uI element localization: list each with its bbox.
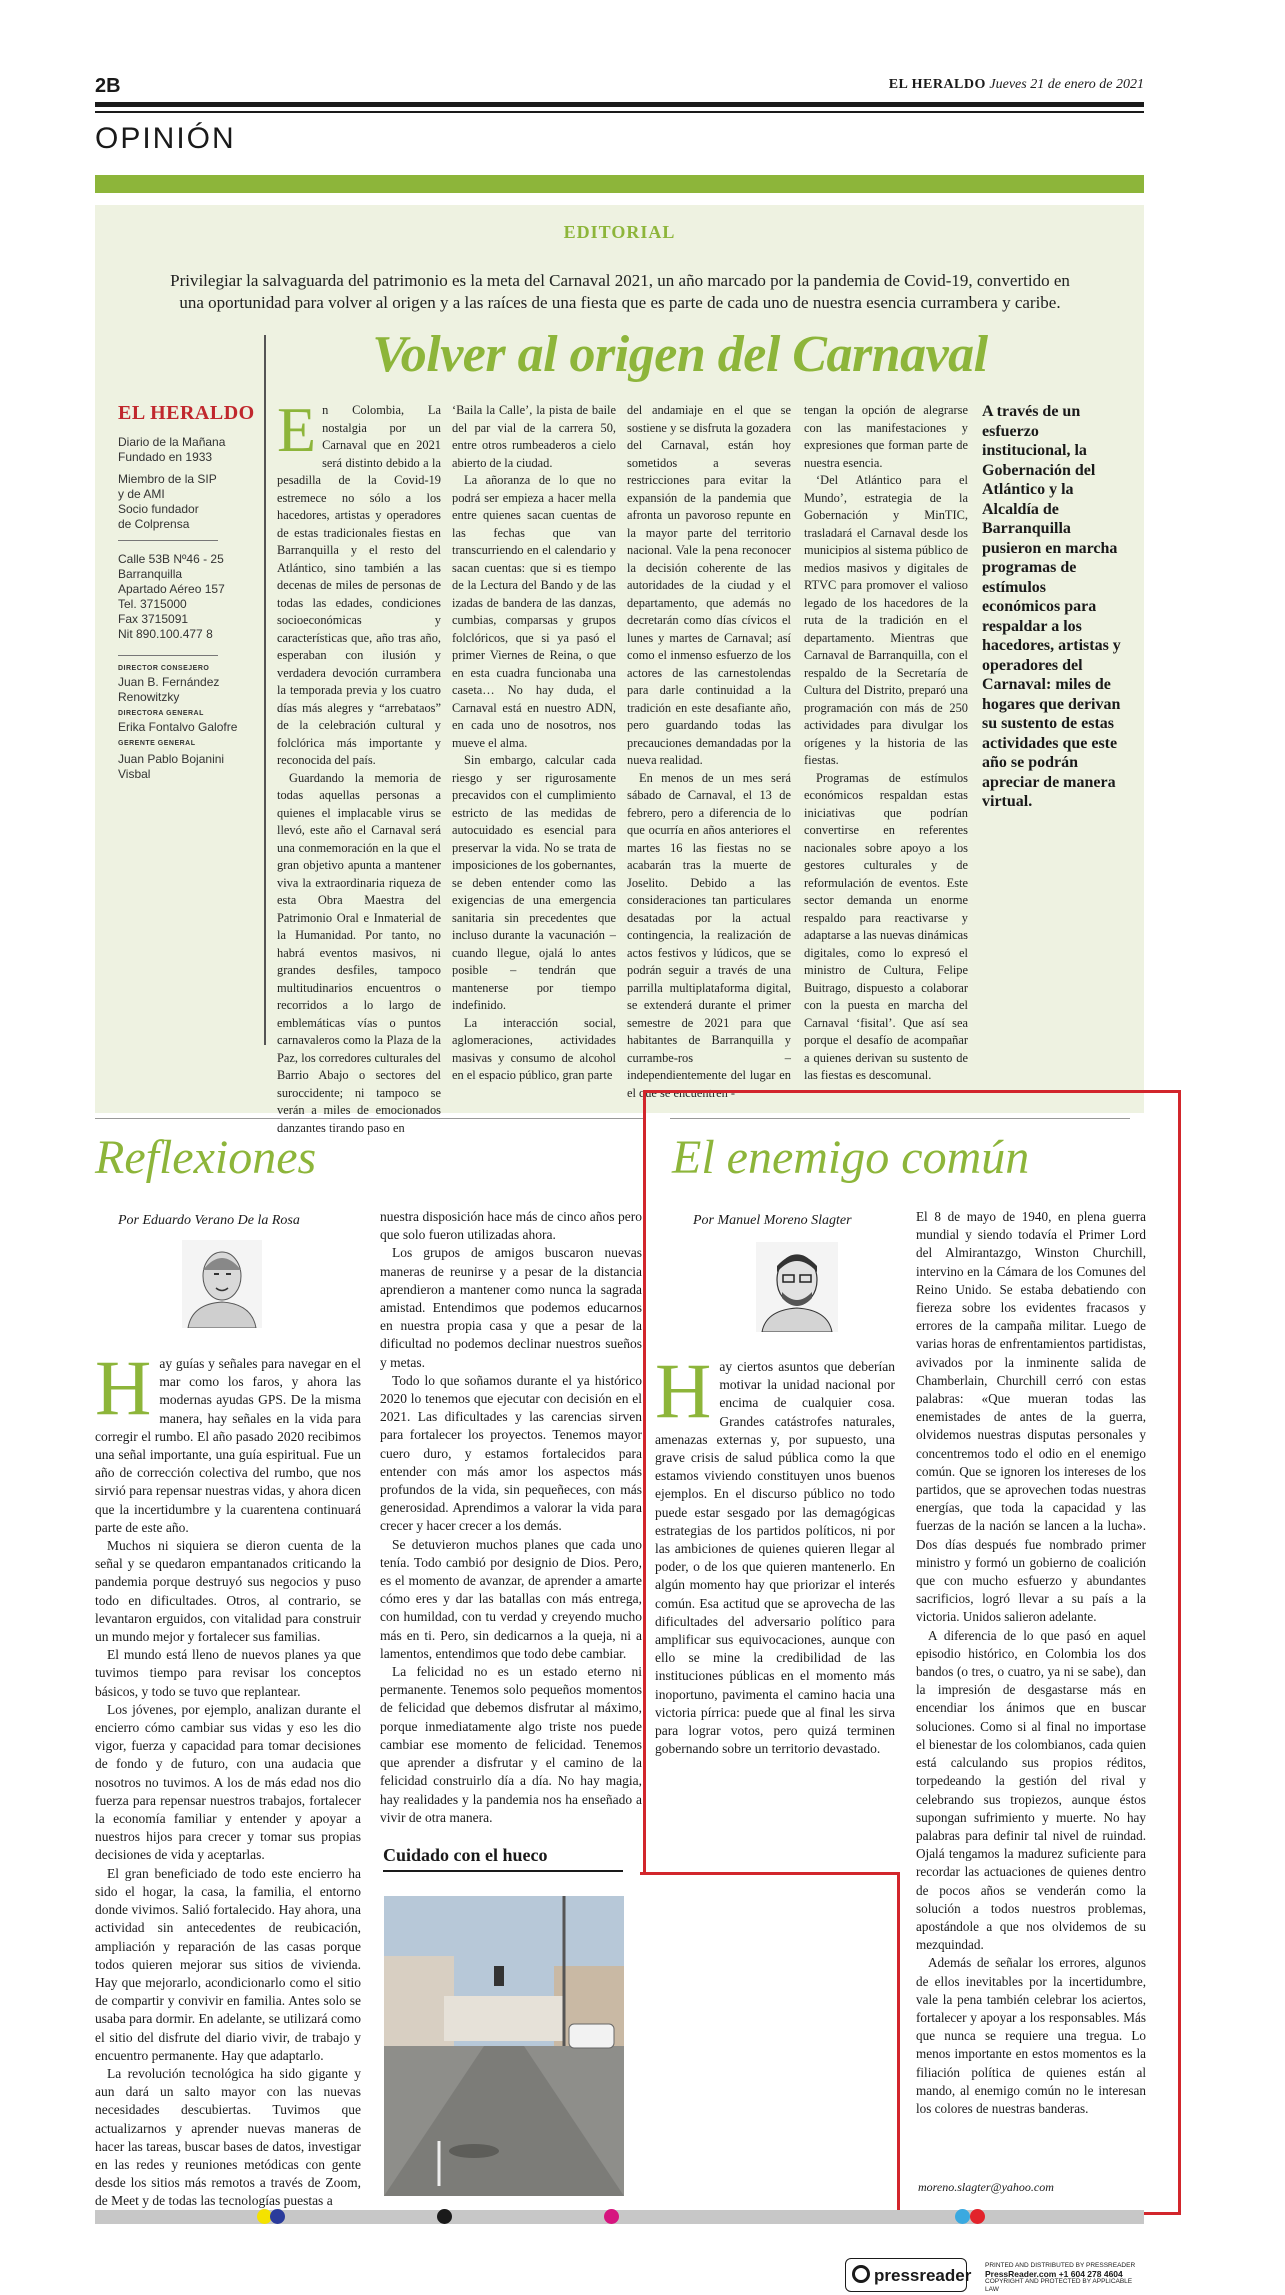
drop-cap: H — [95, 1344, 152, 1431]
staff-about: Diario de la Mañana Fundado en 1933 — [118, 435, 226, 464]
print-registration-bar — [95, 2210, 1144, 2224]
drop-cap: E — [277, 394, 317, 465]
staff-role-name: Erika Fontalvo Galofre — [118, 720, 238, 734]
drop-cap: H — [655, 1347, 712, 1434]
staff-divider — [118, 540, 218, 541]
section-accent-bar — [95, 175, 1144, 193]
staff-divider — [118, 655, 218, 656]
staff-role-title: DIRECTOR CONSEJERO — [118, 665, 210, 672]
column-title-reflexiones: Reflexiones — [95, 1131, 317, 1184]
reflexiones-column-1: Hay guías y señales para navegar en el mar como los faros, y ahora las modernas ayudas GPS. De la misma manera, hay señales en la vida para corregir el rumbo. El año pasado 2020 recibimos una señal importante, una guía espiritual. Fue un año de corrección colectiva del rumbo, que nos sirvió para repensar nuestras vidas, y ahora dicen que la incertidumbre y la cuarentena continuará parte de este año. Muchos ni siquiera se dieron cuenta de la señal y se quedaron empantanados criticando la pandemia porque destruyó sus negocios y puso todo en dificultades. Otros, al contrario, se levantaron erguidos, con vitalidad para construir un mundo mejor y fortalecer sus familias. El mundo está lleno de nuevos planes ya que tuvimos tiempo para revisar los conceptos básicos, y todo se tuvo que replantear. Los jóvenes, por ejemplo, analizan durante el encierro cómo cambiar sus vidas y eso les dio vigor, fuerza y capacidad para tomar decisiones de fondo y de futuro, con una audacia que nosotros no tuvimos. A los de más edad nos dio fuerza para repensar nuestros trabajos, fortalecer la economía familiar y entender y apoyar a nuestros hijos para crecer y tomar sus propias decisiones de vida y aceptarlas. El gran beneficiado de todo este encierro ha sido el hogar, la casa, la familia, el entorno donde vivimos. Salió fortalecido. Hay ahora, una actividad sin antecedentes de reubicación, ampliación y reparación de las casas porque todos quieren mejorar sus sitios de vivienda. Hay que mejorarlo, acondicionarlo como el sitio de compartir y convivir en familia. Antes solo se usaba para dormir. En adelante, se utilizará como el sitio del disfrute del diario vivir, de trabajo y encuentro permanente. Hay que adaptarlo. La revolución tecnológica ha sido gigante y aun dará un salto mayor con las nuevas necesidades descubiertas. Tuvimos que actualizarnos y aprender nuevas maneras de hacer las tareas, buscar bases de datos, investigar en las redes y reuniones metódicas con gente desde los sitios más remotos a través de Zoom, de Meet y de todas las tecnologías puestas a — [95, 1344, 361, 2209]
staff-role-name: Juan Pablo Bojanini Visbal — [118, 752, 225, 781]
author-byline: Por Eduardo Verano De la Rosa — [118, 1213, 300, 1228]
editorial-lead: Privilegiar la salvaguarda del patrimonio es la meta del Carnaval 2021, un año marcado por la pandemia de Covid-19, convertido en una oportunidad para volver al origen y a las raíces de una fiesta que es parte de cada uno de nuestra esencia currambera y caribe. — [170, 271, 1070, 312]
staff-role-title: GERENTE GENERAL — [118, 740, 196, 747]
staff-role-name: Juan B. Fernández Renowitzky — [118, 675, 220, 704]
header-rule-thick — [95, 102, 1144, 107]
editorial-column-1: En Colombia, La nostalgia por un Carnaval que en 2021 será distinto debido a la pesadilla de la Covid-19 estremece no sólo a los hacedores, artistas y operadores de estas tradicionales fiestas en Barranquilla y el resto del Atlántico, sino también a las decenas de miles de personas de todas las edades, condiciones socioeconómicas y características que, año tras año, esperaban con ilusión y verdadera devoción currambera la temporada previa y los cuatro días más alegres y “arrebataos” de la celebración cultural y folclórica más importante y reconocida del país. Guardando la memoria de todas aquellas personas a quienes el implacable virus se llevó, este año el Carnaval será una conmemoración en la que el gran objetivo apunta a mantener viva la extraordinaria riqueza de esta Obra Maestra del Patrimonio Oral e Inmaterial de la Humanidad. Por tanto, no habrá eventos masivos, ni grandes desfiles, tampoco multitudinarios encuentros o recorridos a lo largo de emblemáticas vías o puntos carnavaleros como la Plaza de la Paz, los corredores culturales del Barrio Abajo o sectores del suroccidente; ni tampoco se verán a miles de emocionados danzantes tirando paso en — [277, 394, 441, 1135]
frame-cutout-edge — [640, 1872, 900, 1875]
issue-date: Jueves 21 de enero de 2021 — [989, 77, 1144, 92]
article-top-rule — [670, 1118, 1130, 1119]
frame-cutout-edge — [897, 1872, 900, 2218]
page-number: 2B — [95, 75, 121, 97]
section-title: OPINIÓN — [95, 122, 236, 155]
frame-cutout — [624, 1872, 899, 2218]
enemigo-column-1: Hay ciertos asuntos que deberían motivar la unidad nacional por encima de cualquier cosa. Grandes catástrofes naturales, amenazas externas y, por supuesto, una grave crisis de salud pública como la que estamos viviendo constituyen unos buenos ejemplos. En el discurso público no todo puede estar sesgado por las demagógicas estrategias de los partidos políticos, ni por las ambiciones de quienes quieren llegar al poder, o de los que quieren mantenerlo. En algún momento hay que priorizar el interés común. Esa actitud que se aprovecha de las dificultades del adversario político para amplificar sus equivocaciones, aunque con ello se mine la credibilidad de las instituciones públicas en el momento más inoportuno, pavimenta el camino hacia una victoria pírrica: puede que al final les sirva para lograr votos, pero quizá terminen gobernando sobre un territorio devastado. — [655, 1347, 895, 1757]
header-rule-thin — [95, 111, 1144, 113]
photo-feature-rule — [383, 1870, 623, 1872]
el-heraldo-logo: EL HERALDO — [118, 402, 255, 424]
registration-dot-cyan — [955, 2209, 970, 2224]
pressreader-notice: PRINTED AND DISTRIBUTED BY PRESSREADER PressReader.com +1 604 278 4604 COPYRIGHT AND PROTECTED BY APPLICABLE LAW — [985, 2262, 1136, 2293]
registration-dot-red — [970, 2209, 985, 2224]
article-top-rule — [95, 1118, 645, 1119]
editorial-label: EDITORIAL — [563, 222, 676, 242]
pressreader-icon — [852, 2265, 870, 2283]
author-byline: Por Manuel Moreno Slagter — [693, 1213, 852, 1228]
reflexiones-column-2: nuestra disposición hace más de cinco años pero que solo fueron utilizadas ahora. Los grupos de amigos buscaron nuevas maneras de reunirse y a pesar de la distancia aprendieron a mantener como nunca la sagrada amistad. Entendimos que podemos educarnos en nuestra propia casa y que a pesar de la dificultad no podemos declinar nuestros sueños y metas. Todo lo que soñamos durante el ya histórico 2020 lo tenemos que ejecutar con decisión en el 2021. Las dificultades y las carencias sirven para fortalecer los proyectos. Tenemos mayor cuero duro, y estamos fortalecidos para entender con más amor los aspectos más profundos de la vida, sin pequeñeces, con más generosidad. Aprendimos a valorar la vida para crecer y hacer crecer a los demás. Se detuvieron muchos planes que cada uno tenía. Todo cambió por designio de Dios. Pero, es el momento de avanzar, de aprender a amarte cómo eres y dar las batallas con más entrega, con humildad, con tu verdad y creyendo mucho más en ti. Pero, sin dedicarnos a la queja, ni a lamentos, entendimos que todo debe cambiar. La felicidad no es un estado eterno ni permanente. Tenemos solo pequeños momentos de felicidad que debemos disfrutar al máximo, porque inmediatamente algo triste nos puede cambiar ese momento de felicidad. Tenemos que aprender a disfrutar y el camino de la felicidad construirlo día a día. No hay magia, hay realidades y la pandemia nos ha enseñado a vivir de otra manera. — [380, 1209, 642, 1825]
pull-quote: A través de un esfuerzo institucional, la Gobernación del Atlántico y la Alcaldía de Barranquilla pusieron en marcha programas de estímulos económicos para respaldar a los hacedores, artistas y operadores del Carnaval: miles de hogares que derivan su sustento de estas actividades que este año se podrán apreciar de manera virtual. — [982, 403, 1121, 810]
author-portrait — [182, 1240, 262, 1328]
staff-address: Calle 53B Nº46 - 25 Barranquilla Apartado Aéreo 157 Tel. 3715000 Fax 3715091 Nit 890.100.477 8 — [118, 552, 225, 641]
registration-dot-black — [437, 2209, 452, 2224]
author-portrait — [756, 1242, 838, 1332]
street-pothole-photo — [384, 1896, 624, 2196]
column-divider — [264, 335, 266, 1045]
photo-feature-title: Cuidado con el hueco — [383, 1845, 548, 1865]
editorial-column-3: del andamiaje en el que se sostiene y se disfruta la gozadera del Carnaval, están hoy sometidos a severas restricciones para evitar la expansión de la pandemia que afronta un pavoroso repunte en la mayor parte del territorio nacional. Vale la pena reconocer la decisión coherente de las autoridades de la ciudad y el departamento, que además no decretarán como días cívicos el lunes y martes de Carnaval; así como el inmenso esfuerzo de los actores de las carnestolendas para darle continuidad a la tradición en este desafiante año, pero guardando todas las precauciones demandadas por la nueva realidad. En menos de un mes será sábado de Carnaval, el 13 de febrero, pero a diferencia de lo que ocurría en años anteriores el martes 16 las fiestas no se acabarán tras la muerte de Joselito. Debido a las consideraciones tan particulares desatadas por la actual contingencia, la realización de actos festivos y lúdicos, que se podrán seguir a través de una parrilla multiplataforma digital, se extenderá durante el primer semestre de 2021 para que habitantes de Barranquilla y currambe-ros – independientemente del lugar en el que se encuentren - — [627, 403, 791, 1100]
editorial-title: Volver al origen del Carnaval — [372, 326, 988, 383]
pressreader-logo[interactable]: pressreader — [845, 2258, 967, 2292]
newspaper-name: EL HERALDO — [888, 77, 986, 92]
registration-dot-blue — [270, 2209, 285, 2224]
staff-role-title: DIRECTORA GENERAL — [118, 710, 204, 717]
editorial-column-4: tengan la opción de alegrarse con las manifestaciones y expresiones que forman parte de nuestra esencia. ‘Del Atlántico para el Mundo’, estrategia de la Gobernación y MinTIC, trasladará el Carnaval desde los municipios al sistema público de medios masivos y digitales de RTVC para promover el valioso legado de los hacedores de la ruta de la tradición en el departamento. Mientras que Carnaval de Barranquilla, con el respaldo de la Secretaría de Cultura del Distrito, preparó una programación con más de 250 actividades para divulgar los orígenes y la historia de las fiestas. Programas de estímulos económicos respaldan estas iniciativas que podrían convertirse en referentes nacionales sobre apoyo a los gestores culturales y de reformulación de eventos. Este sector demanda un enorme respaldo para reactivarse y adaptarse a las nuevas dinámicas digitales, como lo expresó el ministro de Cultura, Felipe Buitrago, dispuesto a colaborar con la puesta en marcha del Carnaval ‘fisital’. Que así sea porque el desafío de acompañar a quienes derivan su sustento de las fiestas es descomunal. — [804, 403, 968, 1082]
column-title-enemigo-comun: El enemigo común — [672, 1131, 1030, 1184]
registration-dot-magenta — [604, 2209, 619, 2224]
staff-member: Miembro de la SIP y de AMI Socio fundador de Colprensa — [118, 472, 217, 531]
enemigo-column-2: El 8 de mayo de 1940, en plena guerra mundial y siendo todavía el Primer Lord del Almirantazgo, Winston Churchill, intervino en la Cámara de los Comunes del Reino Unido. Se estaba debatiendo con fiereza sobre los evidentes fracasos y errores de la campaña militar. Luego de varias horas de enfrentamientos partidistas, avivados por la inminente salida de Chamberlain, Churchill cerró con estas palabras: «Que mueran todas las enemistades de antes de la guerra, olvidemos nuestras disputas personales y concentremos todo el odio en el enemigo común. Que se ignoren los intereses de los partidos, que se aprovechen todas nuestras energías, que toda la capacidad y las fuerzas de la nación se lancen a la lucha». Dos días después fue nombrado primer ministro y formó un gobierno de coalición que con mucho esfuerzo y abundantes sacrificios, logró llevar a su país a la victoria. Unidos salieron adelante. A diferencia de lo que pasó en aquel episodio histórico, en Colombia los dos bandos (o tres, o cuatro, ya ni se sabe), dan la impresión de desgastarse más en encendiar los ánimos que en buscar soluciones. Como si al final no importase el bienestar de los colombianos, cada quien está calculando sus propios réditos, torpedeando la gestión del rival y celebrando sus tropiezos, aunque éstos supongan sufrimiento y muerte. No hay palabras para definir tal nivel de ruindad. Ojalá tengamos la madurez suficiente para recordar las actuaciones de quienes dentro de pocos años se venderán como la solución a todos nuestros problemas, apostándole a que nos olvidemos de su mezquindad. Además de señalar los errores, algunos de ellos inevitables por la incertidumbre, vale la pena también celebrar los aciertos, fortalecer y apoyar a los responsables. Más que nunca se requiere una tregua. Lo menos importante en estos momentos es la filiación política de quienes están al mando, al enemigo común no le interesan los colores de nuestras banderas. — [916, 1209, 1146, 2116]
author-email[interactable]: moreno.slagter@yahoo.com — [918, 2180, 1054, 2194]
editorial-column-2: ‘Baila la Calle’, la pista de baile del par vial de la carrera 50, entre otros rumbeaderos a cielo abierto de la ciudad. La añoranza de lo que no podrá ser empieza a hacer mella entre quienes sacan cuentas de las fechas que van transcurriendo en el calendario y sacan cuentas: que si es tiempo de la Lectura del Bando y de las izadas de bandera de las danzas, cumbias, comparsas y grupos folclóricos, que si ya pasó el primer Viernes de Reina, o que en esta cuadra funcionaba una caseta… No hay duda, el Carnaval está en nuestro ADN, en cada uno de nosotros, nos mueve el alma. Sin embargo, calcular cada riesgo y ser rigurosamente precavidos con el cumplimiento estricto de las medidas de autocuidado es esencial para preservar la vida. No se trata de imposiciones de los gobernantes, se deben entender como las exigencias de una emergencia sanitaria sin precedentes que incluso durante la vacunación – cuando llegue, ojalá lo antes posible – tendrán que mantenerse por tiempo indefinido. La interacción social, aglomeraciones, actividades masivas y consumo de alcohol en el espacio público, gran parte — [452, 403, 616, 1082]
masthead — [889, 77, 1144, 93]
